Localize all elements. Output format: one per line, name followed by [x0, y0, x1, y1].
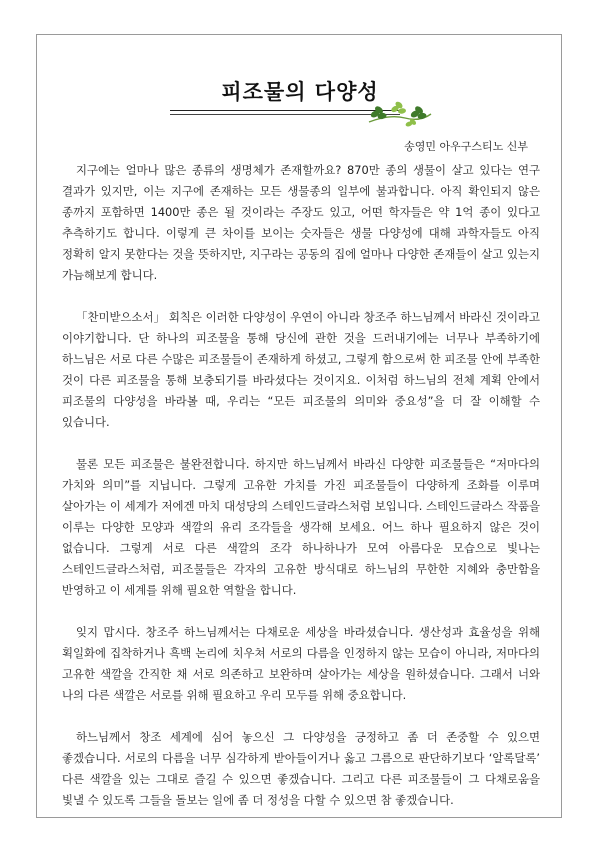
paragraph: 하느님께서 창조 세계에 심어 놓으신 그 다양성을 긍정하고 좀 더 존중할 수 있으면 좋겠습니다. 서로의 다름을 너무 심각하게 받아들이거나 옳고 그름으로 판단하기보다 ‘알록달록’ 다른 색깔을 있는 그대로 즐길 수 있으면 좋겠습니다. 그리고 다른 피조물들이 그 다채로움을 빛낼 수 있도록 그들을 돌보는 일에 좀 더 정성을 다할 수 있으면 참 좋겠습니다. — [62, 730, 540, 807]
paragraph: 잊지 맙시다. 창조주 하느님께서는 다채로운 세상을 바라셨습니다. 생산성과 효율성을 위해 획일화에 집착하거나 흑백 논리에 치우쳐 서로의 다름을 인정하지 않는 모습이 아니라, 저마다의 고유한 색깔을 간직한 채 서로 의존하고 보완하며 살아가는 세상을 원하셨습니다. 그래서 너와 나의 다른 색깔은 서로를 위해 필요하고 우리 모두를 위해 중요합니다. — [62, 625, 540, 702]
title-area — [0, 70, 600, 120]
paragraph: 「찬미받으소서」 회칙은 이러한 다양성이 우연이 아니라 창조주 하느님께서 바라신 것이라고 이야기합니다. 단 하나의 피조물을 통해 당신에 관한 것을 드러내기에는 너무나 부족하기에 하느님은 서로 다른 수많은 피조물들이 존재하게 하셨고, 그렇게 함으로써 한 피조물 안에 부족한 것이 다른 피조물을 통해 보충되기를 바라셨다는 것이지요. 이처럼 하느님의 전체 계획 안에서 피조물의 다양성을 바라볼 때, 우리는 “모든 피조물의 의미와 중요성”을 더 잘 이해할 수 있습니다. — [62, 310, 540, 429]
author-byline: 송영민 아우구스티노 신부 — [404, 140, 528, 153]
article-body — [62, 160, 540, 811]
paragraph: 지구에는 얼마나 많은 종류의 생명체가 존재할까요? 870만 종의 생물이 살고 있다는 연구 결과가 있지만, 이는 지구에 존재하는 모든 생물종의 일부에 불과합니다. 아직 확인되지 않은 종까지 포함하면 1400만 종은 될 것이라는 주장도 있고, 어떤 학자들은 약 1억 종이 있다고 추측하기도 합니다. 이렇게 큰 차이를 보이는 숫자들은 생물 다양성에 대해 과학자들도 아직 정확히 알지 못한다는 것을 뜻하지만, 지구라는 공동의 집에 얼마나 다양한 존재들이 살고 있는지 가늠해보게 합니다. — [62, 163, 540, 282]
clover-leaves-icon — [365, 92, 435, 132]
paragraph: 물론 모든 피조물은 불완전합니다. 하지만 하느님께서 바라신 다양한 피조물들은 “저마다의 가치와 의미”를 지닙니다. 그렇게 고유한 가치를 가진 피조물들이 다양하게 조화를 이루며 살아가는 이 세계가 저에겐 마치 대성당의 스테인드글라스처럼 보입니다. 스테인드글라스 작품을 이루는 다양한 모양과 색깔의 유리 조각들을 생각해 보세요. 어느 하나 필요하지 않은 것이 없습니다. 그렇게 서로 다른 색깔의 조각 하나하나가 모여 아름다운 모습으로 빛나는 스테인드글라스처럼, 피조물들은 각자의 고유한 방식대로 하느님의 무한한 지혜와 충만함을 반영하고 이 세계를 위해 필요한 역할을 합니다. — [62, 457, 540, 597]
page-title: 피조물의 다양성 — [221, 80, 379, 104]
